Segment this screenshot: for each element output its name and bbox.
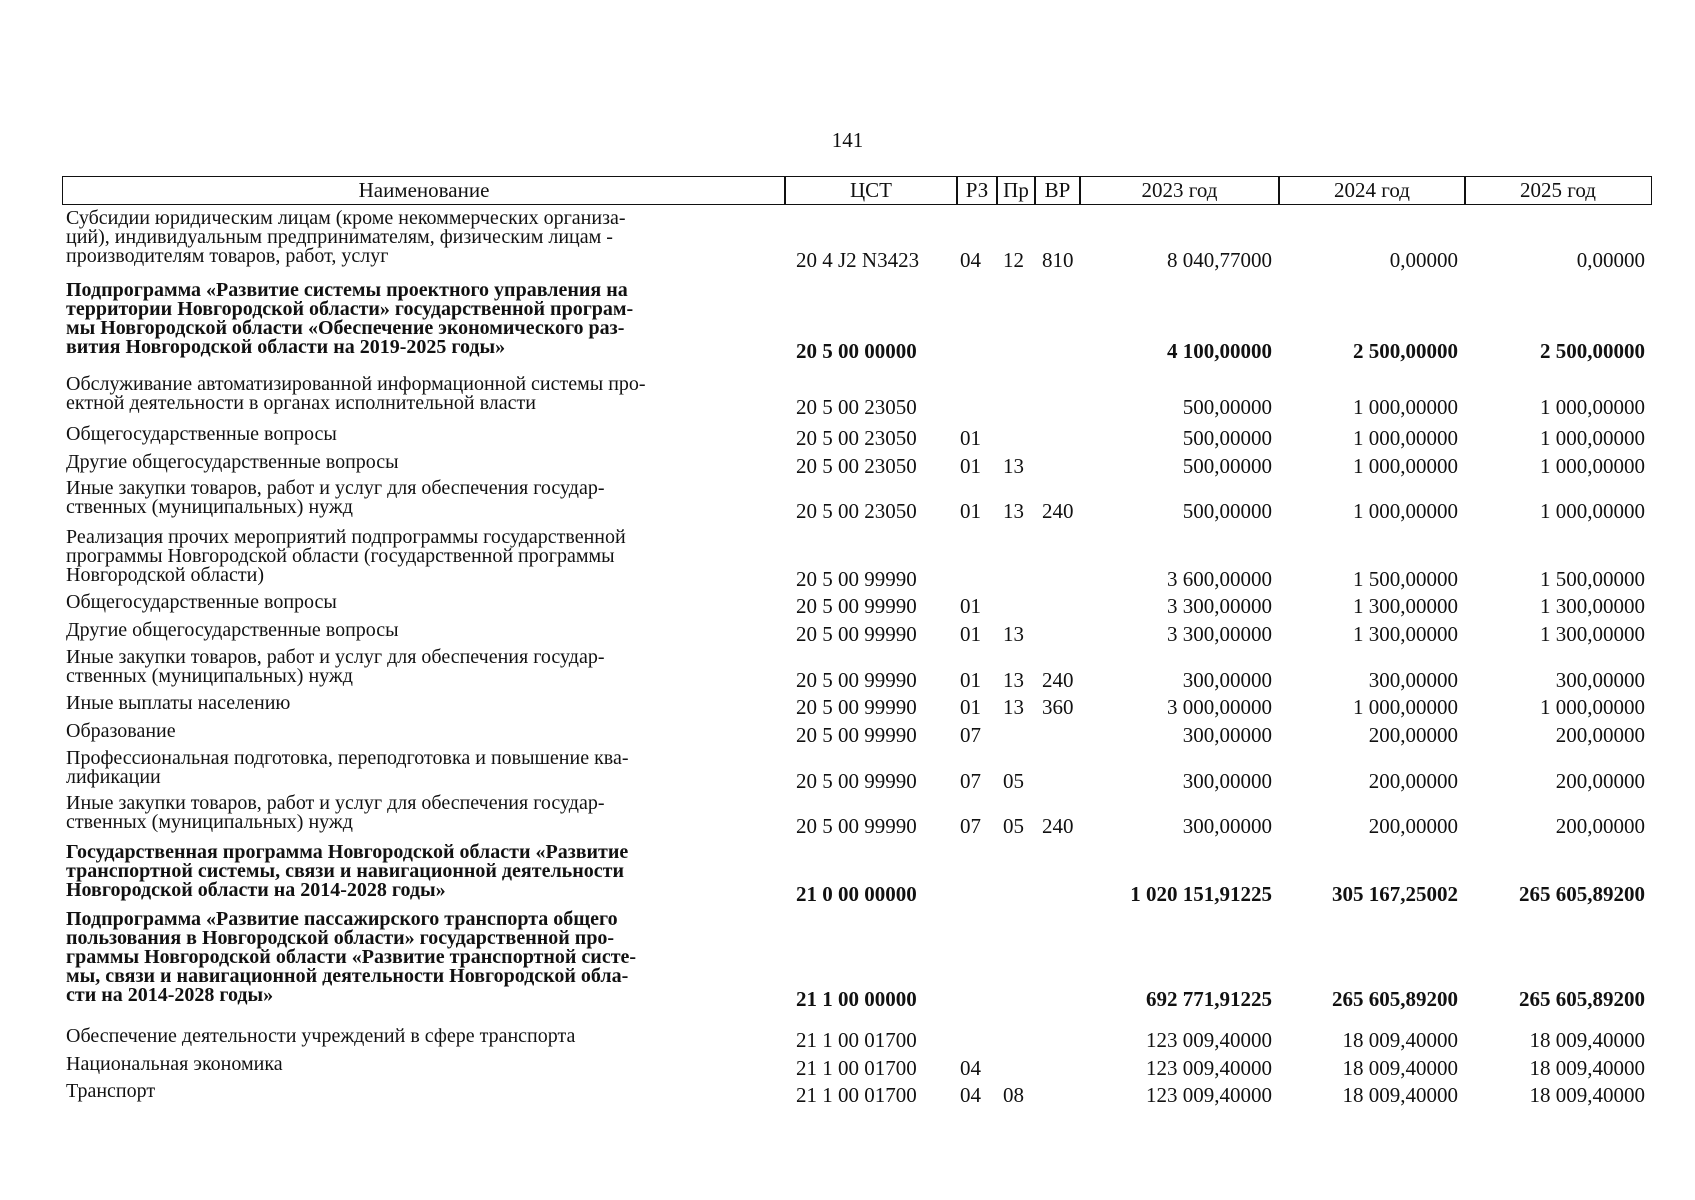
row-name-line: ственных (муниципальных) нужд: [66, 496, 353, 518]
table-row: [0, 910, 1695, 1010]
cell-vr: 240: [1042, 814, 1074, 838]
row-name-line: Иные выплаты населению: [66, 692, 291, 714]
cell-y2025: 1 000,00000: [1540, 454, 1645, 478]
row-name-line: территории Новгородской области» государственной програм-: [66, 298, 634, 320]
table-row: [0, 648, 1695, 691]
cell-y2023: 3 300,00000: [1167, 594, 1272, 618]
cell-rz: 01: [960, 594, 981, 618]
cell-vr: 810: [1042, 248, 1074, 272]
cell-cst: 20 5 00 23050: [796, 499, 917, 523]
cell-rz: 04: [960, 248, 981, 272]
row-name-line: ственных (муниципальных) нужд: [66, 665, 353, 687]
cell-y2025: 265 605,89200: [1519, 882, 1645, 906]
cell-y2024: 1 300,00000: [1353, 594, 1458, 618]
row-name-line: Новгородской области): [66, 564, 264, 586]
cell-cst: 21 1 00 01700: [796, 1028, 917, 1052]
row-name-line: ектной деятельности в органах исполнительной власти: [66, 392, 536, 414]
cell-y2024: 200,00000: [1368, 814, 1458, 838]
row-name: [66, 648, 766, 686]
row-name-line: пользования в Новгородской области» государственной про-: [66, 927, 615, 949]
table-row: [0, 453, 1695, 477]
row-name-line: Другие общегосударственные вопросы: [66, 619, 399, 641]
cell-y2023: 3 000,00000: [1167, 695, 1272, 719]
cell-cst: 20 5 00 99990: [796, 814, 917, 838]
row-name-line: сти на 2014-2028 годы»: [66, 984, 274, 1006]
cell-y2023: 123 009,40000: [1146, 1056, 1272, 1080]
row-name-line: мы, связи и навигационной деятельности Новгородской обла-: [66, 965, 629, 987]
cell-cst: 20 5 00 99990: [796, 622, 917, 646]
cell-y2025: 2 500,00000: [1540, 339, 1645, 363]
cell-y2024: 2 500,00000: [1353, 339, 1458, 363]
cell-rz: 07: [960, 814, 981, 838]
cell-y2023: 4 100,00000: [1167, 339, 1272, 363]
cell-y2024: 305 167,25002: [1332, 882, 1458, 906]
row-name-line: Общегосударственные вопросы: [66, 591, 337, 613]
table-row: [0, 479, 1695, 522]
table-row: [0, 1082, 1695, 1106]
table-row: [0, 209, 1695, 271]
cell-y2024: 1 000,00000: [1353, 426, 1458, 450]
row-name-line: производителям товаров, работ, услуг: [66, 245, 389, 267]
cell-y2024: 200,00000: [1368, 769, 1458, 793]
cell-y2024: 200,00000: [1368, 723, 1458, 747]
row-name-line: Подпрограмма «Развитие системы проектного управления на: [66, 279, 628, 301]
row-name: [66, 281, 766, 357]
cell-y2023: 500,00000: [1182, 499, 1272, 523]
row-name: [66, 479, 766, 517]
row-name: [66, 749, 766, 787]
cell-cst: 20 5 00 00000: [796, 339, 917, 363]
row-name-line: Иные закупки товаров, работ и услуг для обеспечения государ-: [66, 646, 605, 668]
cell-rz: 04: [960, 1083, 981, 1107]
row-name-line: Иные закупки товаров, работ и услуг для обеспечения государ-: [66, 792, 605, 814]
cell-y2023: 123 009,40000: [1146, 1083, 1272, 1107]
cell-y2024: 0,00000: [1389, 248, 1458, 272]
cell-pr: 08: [1003, 1083, 1024, 1107]
cell-cst: 21 1 00 01700: [796, 1056, 917, 1080]
cell-cst: 20 5 00 99990: [796, 723, 917, 747]
row-name: [66, 375, 766, 413]
cell-rz: 01: [960, 426, 981, 450]
table-row: [0, 621, 1695, 645]
row-name: [66, 593, 766, 612]
cell-y2025: 300,00000: [1555, 668, 1645, 692]
cell-pr: 13: [1003, 668, 1024, 692]
row-name-line: вития Новгородской области на 2019-2025 годы»: [66, 336, 506, 358]
row-name: [66, 453, 766, 472]
row-name: [66, 910, 766, 1005]
row-name: [66, 528, 766, 585]
cell-y2025: 18 009,40000: [1529, 1028, 1645, 1052]
row-name-line: ственных (муниципальных) нужд: [66, 811, 353, 833]
header-2023: 2023 год: [1079, 176, 1280, 205]
cell-pr: 05: [1003, 769, 1024, 793]
cell-vr: 360: [1042, 695, 1074, 719]
cell-rz: 01: [960, 454, 981, 478]
cell-y2024: 18 009,40000: [1342, 1056, 1458, 1080]
table-row: [0, 375, 1695, 418]
cell-y2025: 200,00000: [1555, 769, 1645, 793]
cell-vr: 240: [1042, 668, 1074, 692]
row-name: [66, 794, 766, 832]
cell-y2023: 8 040,77000: [1167, 248, 1272, 272]
cell-pr: 12: [1003, 248, 1024, 272]
row-name-line: Национальная экономика: [66, 1053, 283, 1075]
cell-y2024: 18 009,40000: [1342, 1083, 1458, 1107]
cell-cst: 20 5 00 99990: [796, 769, 917, 793]
table-row: [0, 593, 1695, 617]
row-name-line: мы Новгородской области «Обеспечение экономического раз-: [66, 317, 625, 339]
row-name-line: Государственная программа Новгородской области «Развитие: [66, 841, 629, 863]
cell-rz: 01: [960, 622, 981, 646]
row-name-line: лификации: [66, 766, 161, 788]
cell-cst: 21 1 00 01700: [796, 1083, 917, 1107]
cell-y2024: 1 000,00000: [1353, 395, 1458, 419]
cell-y2025: 1 000,00000: [1540, 695, 1645, 719]
page-number: 141: [831, 128, 864, 152]
row-name: [66, 1082, 766, 1101]
cell-y2024: 300,00000: [1368, 668, 1458, 692]
cell-y2023: 500,00000: [1182, 454, 1272, 478]
row-name: [66, 621, 766, 640]
cell-pr: 13: [1003, 695, 1024, 719]
cell-pr: 13: [1003, 622, 1024, 646]
cell-rz: 01: [960, 499, 981, 523]
cell-cst: 20 5 00 23050: [796, 426, 917, 450]
row-name-line: Профессиональная подготовка, переподготовка и повышение ква-: [66, 747, 629, 769]
row-name: [66, 1027, 766, 1046]
cell-y2023: 500,00000: [1182, 426, 1272, 450]
cell-y2024: 18 009,40000: [1342, 1028, 1458, 1052]
cell-cst: 21 1 00 00000: [796, 987, 917, 1011]
cell-y2024: 1 000,00000: [1353, 454, 1458, 478]
table-row: [0, 281, 1695, 362]
cell-pr: 13: [1003, 499, 1024, 523]
cell-y2025: 18 009,40000: [1529, 1083, 1645, 1107]
cell-y2025: 1 500,00000: [1540, 567, 1645, 591]
cell-y2024: 1 000,00000: [1353, 499, 1458, 523]
table-row: [0, 425, 1695, 449]
cell-cst: 20 5 00 99990: [796, 567, 917, 591]
header-cst: ЦСТ: [784, 176, 958, 205]
cell-y2025: 1 300,00000: [1540, 622, 1645, 646]
row-name: [66, 694, 766, 713]
header-rz: РЗ: [956, 176, 998, 205]
row-name: [66, 209, 766, 266]
table-row: [0, 722, 1695, 746]
table-row: [0, 794, 1695, 837]
table-row: [0, 694, 1695, 718]
cell-y2023: 123 009,40000: [1146, 1028, 1272, 1052]
cell-cst: 20 5 00 23050: [796, 454, 917, 478]
cell-y2023: 300,00000: [1182, 668, 1272, 692]
row-name: [66, 425, 766, 444]
cell-y2025: 1 000,00000: [1540, 499, 1645, 523]
cell-y2025: 0,00000: [1576, 248, 1645, 272]
row-name-line: Обслуживание автоматизированной информационной системы про-: [66, 373, 646, 395]
table-row: [0, 528, 1695, 590]
table-row: [0, 1027, 1695, 1051]
cell-y2025: 200,00000: [1555, 723, 1645, 747]
cell-y2023: 300,00000: [1182, 769, 1272, 793]
row-name-line: Реализация прочих мероприятий подпрограммы государственной: [66, 526, 626, 548]
table-row: [0, 843, 1695, 905]
table-row: [0, 1055, 1695, 1079]
row-name-line: транспортной системы, связи и навигационной деятельности: [66, 860, 624, 882]
cell-y2025: 18 009,40000: [1529, 1056, 1645, 1080]
row-name-line: Новгородской области на 2014-2028 годы»: [66, 879, 446, 901]
row-name-line: Образование: [66, 720, 176, 742]
cell-cst: 20 4 J2 N3423: [796, 248, 920, 272]
cell-cst: 20 5 00 99990: [796, 594, 917, 618]
cell-cst: 21 0 00 00000: [796, 882, 917, 906]
cell-cst: 20 5 00 99990: [796, 695, 917, 719]
cell-y2023: 300,00000: [1182, 814, 1272, 838]
cell-pr: 13: [1003, 454, 1024, 478]
cell-y2024: 1 000,00000: [1353, 695, 1458, 719]
cell-rz: 07: [960, 723, 981, 747]
cell-y2023: 3 300,00000: [1167, 622, 1272, 646]
row-name-line: Другие общегосударственные вопросы: [66, 451, 399, 473]
row-name: [66, 722, 766, 741]
cell-y2024: 1 500,00000: [1353, 567, 1458, 591]
cell-rz: 07: [960, 769, 981, 793]
cell-y2023: 300,00000: [1182, 723, 1272, 747]
row-name-line: Подпрограмма «Развитие пассажирского транспорта общего: [66, 908, 618, 930]
row-name: [66, 1055, 766, 1074]
cell-y2024: 1 300,00000: [1353, 622, 1458, 646]
row-name-line: Обеспечение деятельности учреждений в сфере транспорта: [66, 1025, 576, 1047]
cell-y2023: 692 771,91225: [1146, 987, 1272, 1011]
cell-y2025: 1 000,00000: [1540, 426, 1645, 450]
header-pr: Пр: [996, 176, 1036, 205]
row-name-line: Иные закупки товаров, работ и услуг для обеспечения государ-: [66, 477, 605, 499]
header-vr: ВР: [1034, 176, 1081, 205]
row-name-line: Транспорт: [66, 1080, 156, 1102]
header-2024: 2024 год: [1278, 176, 1466, 205]
header-2025: 2025 год: [1464, 176, 1652, 205]
cell-y2023: 500,00000: [1182, 395, 1272, 419]
row-name-line: Субсидии юридическим лицам (кроме некоммерческих организа-: [66, 207, 626, 229]
cell-rz: 01: [960, 668, 981, 692]
cell-cst: 20 5 00 23050: [796, 395, 917, 419]
table-header: [0, 176, 1695, 207]
table-row: [0, 749, 1695, 792]
cell-cst: 20 5 00 99990: [796, 668, 917, 692]
cell-rz: 01: [960, 695, 981, 719]
row-name-line: граммы Новгородской области «Развитие транспортной систе-: [66, 946, 637, 968]
cell-y2025: 1 300,00000: [1540, 594, 1645, 618]
row-name-line: ций), индивидуальным предпринимателям, физическим лицам -: [66, 226, 613, 248]
cell-y2023: 3 600,00000: [1167, 567, 1272, 591]
header-name: Наименование: [62, 176, 786, 205]
cell-vr: 240: [1042, 499, 1074, 523]
row-name-line: программы Новгородской области (государственной программы: [66, 545, 615, 567]
cell-y2025: 200,00000: [1555, 814, 1645, 838]
row-name-line: Общегосударственные вопросы: [66, 423, 337, 445]
cell-pr: 05: [1003, 814, 1024, 838]
cell-rz: 04: [960, 1056, 981, 1080]
cell-y2025: 1 000,00000: [1540, 395, 1645, 419]
row-name: [66, 843, 766, 900]
cell-y2023: 1 020 151,91225: [1130, 882, 1272, 906]
cell-y2025: 265 605,89200: [1519, 987, 1645, 1011]
cell-y2024: 265 605,89200: [1332, 987, 1458, 1011]
